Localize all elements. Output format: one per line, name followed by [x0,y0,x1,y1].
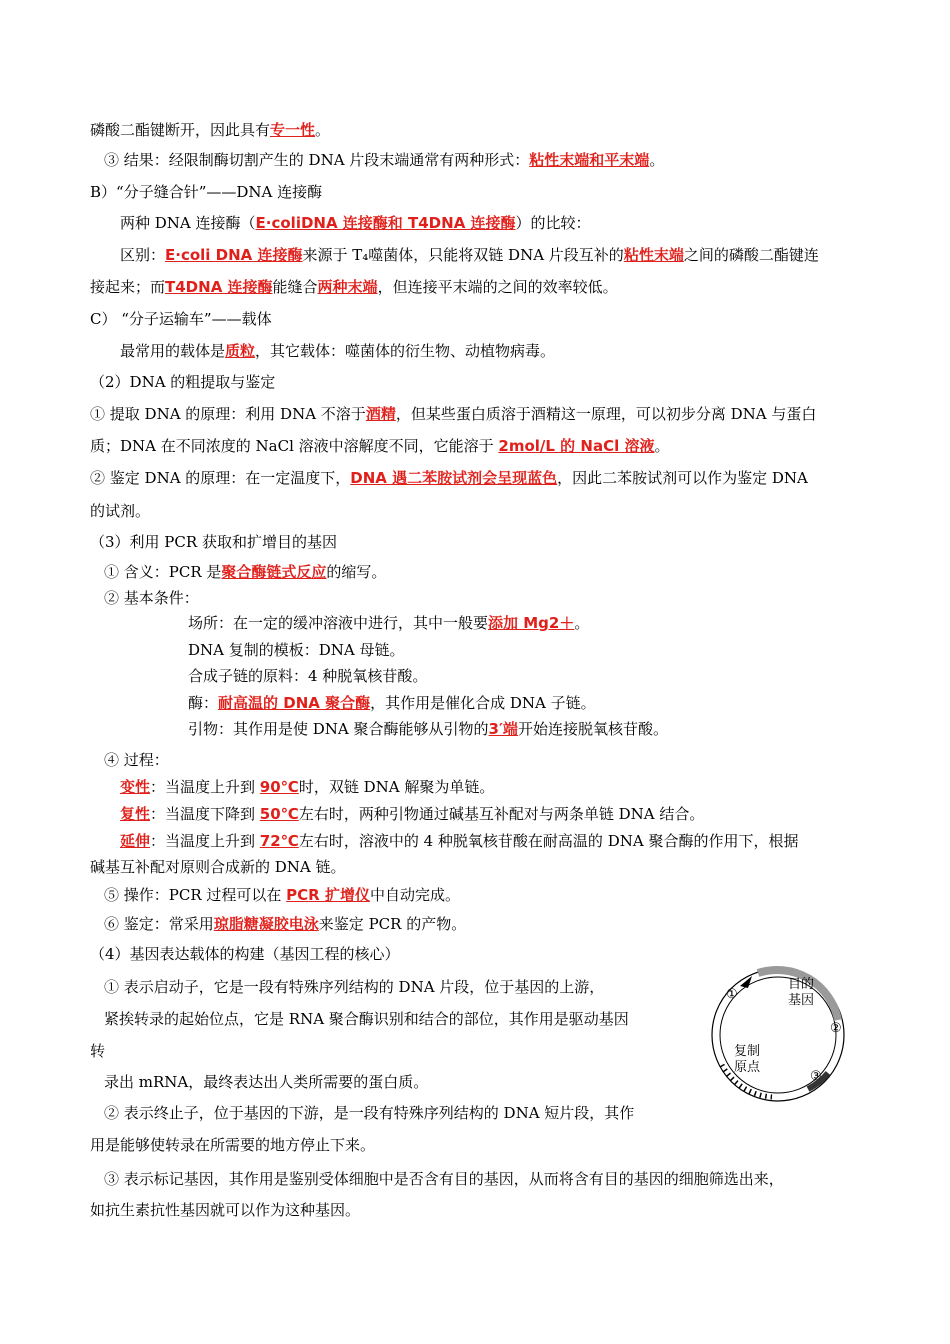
mark-promoter: ① [726,987,738,1002]
line-text: 紧挨转录的起始位点，它是 RNA 聚合酶识别和结合的部位，其作用是驱动基因 [104,1010,629,1028]
line-text: ② 表示终止子，位于基因的下游，是一段有特殊序列结构的 DNA 短片段，其作 [104,1104,635,1122]
line-text: 。 [649,151,665,169]
line-text: （4）基因表达载体的构建（基因工程的核心） [90,945,400,963]
line-text: ② 基本条件： [104,589,199,607]
text-line [104,1071,428,1093]
text-line [104,1008,629,1030]
text-line [90,119,330,141]
mark-terminator: ② [830,1021,842,1036]
text-line [90,1134,375,1156]
highlighted-answer: E·coliDNA 连接酶和 T4DNA 连接酶 [255,214,516,232]
text-line [104,884,460,906]
text-line [90,1040,105,1062]
line-text: ，其作用是催化合成 DNA 子链。 [370,694,596,712]
text-line [188,718,668,740]
line-text: ，因此二苯胺试剂可以作为鉴定 DNA [557,469,808,487]
plasmid-diagram-svg [700,960,860,1110]
line-text: （3）利用 PCR 获取和扩增目的基因 [90,533,337,551]
highlighted-answer: 50℃ [259,805,299,823]
line-text: ③ 表示标记基因，其作用是鉴别受体细胞中是否含有目的基因，从而将含有目的基因的细胞筛选出来， [104,1170,784,1188]
text-line [120,212,591,234]
highlighted-answer: 90℃ [259,778,299,796]
line-text: 。 [654,437,670,455]
highlighted-answer: 两种末端 [317,278,378,296]
label-target-gene-line1: 目的 [788,977,815,992]
highlighted-answer: 粘性末端 [623,246,684,264]
line-text: 之间的磷酸二酯键连 [683,246,819,264]
text-line [120,830,798,852]
text-line [90,308,272,330]
line-text: 左右时，两种引物通过碱基互补配对与两条单链 DNA 结合。 [298,805,705,823]
text-line [90,467,808,489]
line-text: 来鉴定 PCR 的产物。 [318,915,467,933]
text-line [104,913,466,935]
text-line [188,612,589,634]
line-text: 区别： [120,246,166,264]
label-target-gene-line2: 基因 [788,993,815,1008]
line-text: ① 表示启动子，它是一段有特殊序列结构的 DNA 片段，位于基因的上游， [104,978,605,996]
mark-marker: ③ [810,1069,822,1084]
line-text: 接起来；而 [90,278,166,296]
line-text: 的试剂。 [90,502,151,520]
text-line [104,749,169,771]
text-line [90,371,275,393]
line-text: ，但某些蛋白质溶于酒精这一原理，可以初步分离 DNA 与蛋白 [395,405,817,423]
highlighted-answer: 酒精 [365,405,396,423]
highlighted-answer: 专一性 [270,121,316,139]
text-line [90,531,337,553]
line-text: ，其它载体：噬菌体的衍生物、动植物病毒。 [255,342,556,360]
line-text: ）的比较： [515,214,591,232]
line-text: DNA 复制的模板：DNA 母链。 [188,641,405,659]
line-text: ① 提取 DNA 的原理：利用 DNA 不溶于 [90,405,366,423]
highlighted-answer: PCR 扩增仪 [286,886,370,904]
line-text: 酶： [188,694,219,712]
line-text: ：当温度下降到 [150,805,260,823]
label-origin-line2: 原点 [734,1060,761,1075]
highlighted-answer: 聚合酶链式反应 [221,563,327,581]
text-line [90,500,150,522]
line-text: 中自动完成。 [369,886,460,904]
line-text: ④ 过程： [104,751,169,769]
line-text: 场所：在一定的缓冲溶液中进行，其中一般要 [188,614,489,632]
line-text: C） “分子运输车”——载体 [90,310,272,328]
line-text: 来源于 T₄噬菌体，只能将双链 DNA 片段互补的 [302,246,624,264]
text-line [188,692,596,714]
label-origin-line1: 复制 [734,1044,761,1059]
text-line [90,181,322,203]
line-text: ：当温度上升到 [150,832,260,850]
highlighted-answer: T4DNA 连接酶 [165,278,273,296]
line-text: 最常用的载体是 [120,342,226,360]
line-text: 转 [90,1042,106,1060]
line-text: 如抗生素抗性基因就可以作为这种基因。 [90,1201,361,1219]
line-text: ⑥ 鉴定：常采用 [104,915,214,933]
line-text: 能缝合 [272,278,318,296]
text-line [90,1199,360,1221]
line-text: ③ 结果：经限制酶切割产生的 DNA 片段末端通常有两种形式： [104,151,530,169]
line-text: 用是能够使转录在所需要的地方停止下来。 [90,1136,376,1154]
line-text: 质；DNA 在不同浓度的 NaCl 溶液中溶解度不同，它能溶于 [90,437,499,455]
highlighted-answer: 复性 [120,805,151,823]
line-text: ：当温度上升到 [150,778,260,796]
line-text: 磷酸二酯键断开，因此具有 [90,121,271,139]
line-text: 。 [315,121,331,139]
text-line [188,639,405,661]
highlighted-answer: 72℃ [259,832,299,850]
line-text: 开始连接脱氧核苷酸。 [517,720,668,738]
highlighted-answer: 粘性末端和平末端 [529,151,650,169]
plasmid-diagram [700,960,860,1110]
text-line [90,435,669,457]
highlighted-answer: 2mol/L 的 NaCl 溶液 [498,437,655,455]
text-line [120,776,494,798]
text-line [90,856,346,878]
line-text: 。 [574,614,590,632]
text-line [120,244,819,266]
text-line [104,1168,784,1190]
line-text: （2）DNA 的粗提取与鉴定 [90,373,276,391]
text-line [104,587,199,609]
highlighted-answer: 变性 [120,778,151,796]
line-text: 的缩写。 [326,563,387,581]
line-text: 时，双链 DNA 解聚为单链。 [298,778,495,796]
text-line [90,276,618,298]
line-text: B）“分子缝合针”——DNA 连接酶 [90,183,323,201]
line-text: ② 鉴定 DNA 的原理：在一定温度下， [90,469,351,487]
highlighted-answer: DNA 遇二苯胺试剂会呈现蓝色 [350,469,558,487]
highlighted-answer: 耐高温的 DNA 聚合酶 [218,694,371,712]
highlighted-answer: 琼脂糖凝胶电泳 [213,915,319,933]
line-text: 合成子链的原料：4 种脱氧核苷酸。 [188,667,428,685]
line-text: ，但连接平末端的之间的效率较低。 [377,278,618,296]
line-text: 左右时，溶液中的 4 种脱氧核苷酸在耐高温的 DNA 聚合酶的作用下，根据 [298,832,799,850]
text-line [120,340,555,362]
text-line [104,1102,634,1124]
line-text: 录出 mRNA，最终表达出人类所需要的蛋白质。 [104,1073,429,1091]
line-text: ① 含义：PCR 是 [104,563,222,581]
highlighted-answer: 质粒 [225,342,256,360]
text-line [90,943,400,965]
line-text: ⑤ 操作：PCR 过程可以在 [104,886,287,904]
highlighted-answer: 添加 Mg2＋ [488,614,575,632]
line-text: 碱基互补配对原则合成新的 DNA 链。 [90,858,346,876]
highlighted-answer: E·coli DNA 连接酶 [165,246,303,264]
text-line [90,403,816,425]
line-text: 两种 DNA 连接酶（ [120,214,256,232]
text-line [104,976,604,998]
line-text: 引物：其作用是使 DNA 聚合酶能够从引物的 [188,720,489,738]
text-line [104,149,664,171]
text-line [104,561,386,583]
text-line [120,803,704,825]
highlighted-answer: 延伸 [120,832,151,850]
text-line [188,665,427,687]
highlighted-answer: 3′端 [488,720,518,738]
